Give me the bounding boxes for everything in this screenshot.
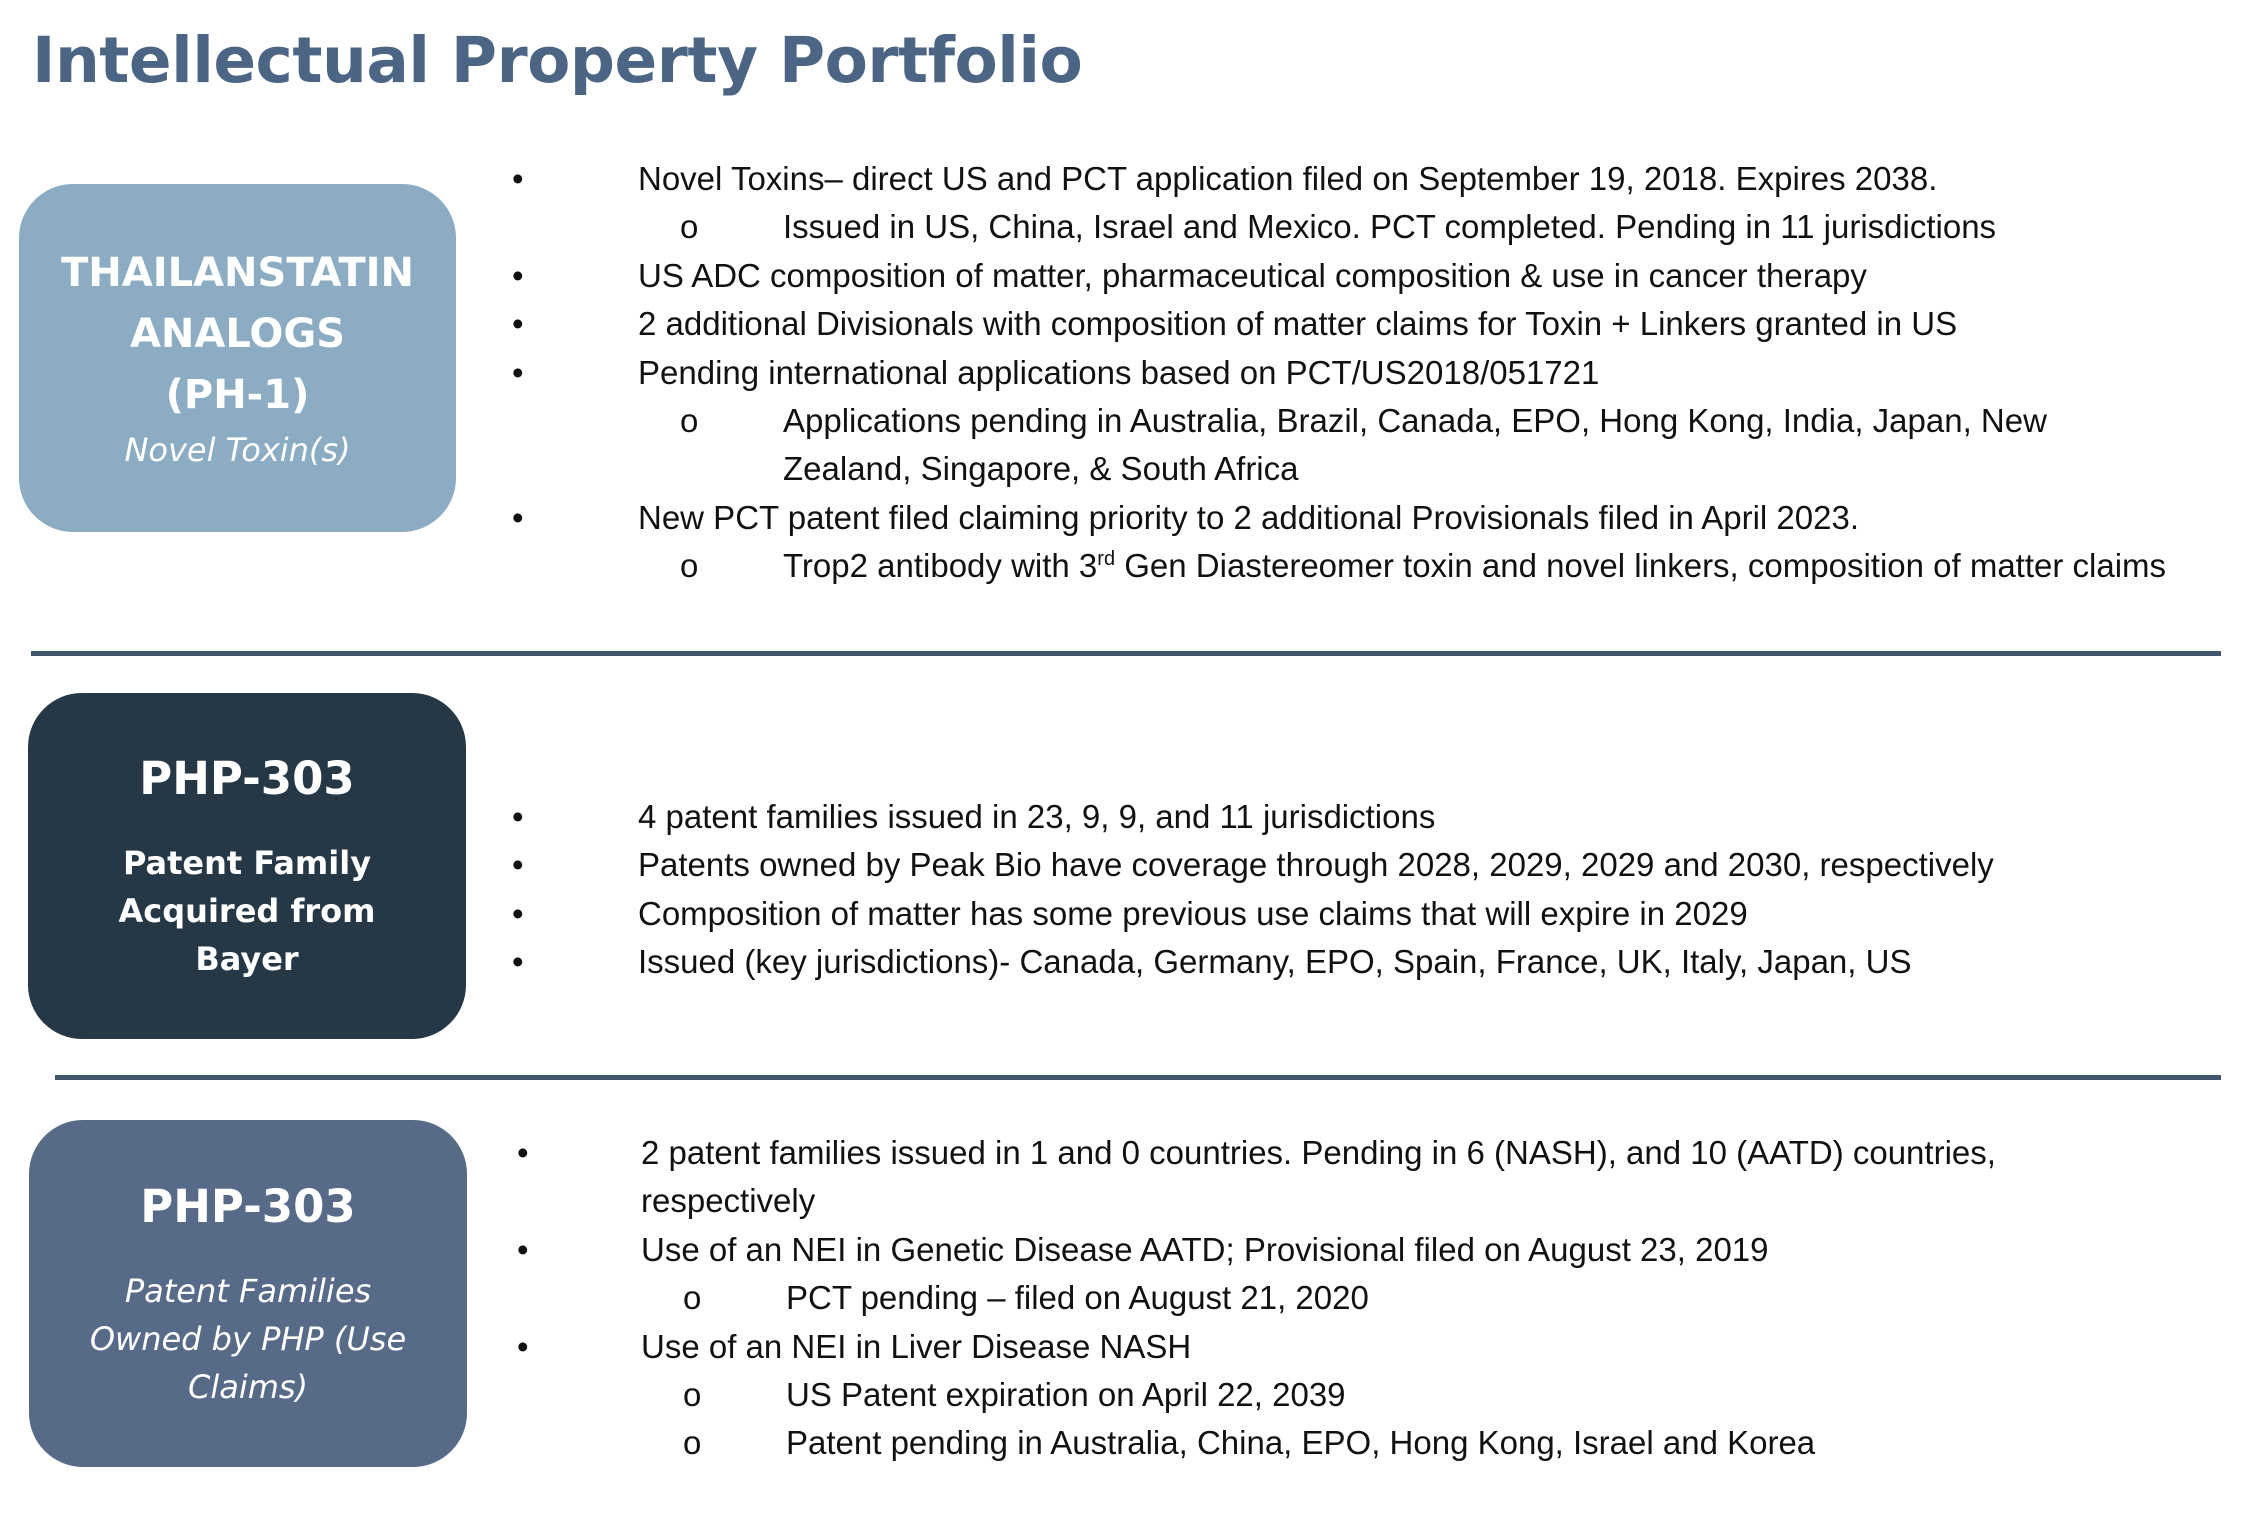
circle-bullet-icon: o: [680, 208, 699, 246]
bullet-icon: •: [512, 160, 524, 197]
thailanstatin-bullet-list: [0, 155, 2244, 591]
list-item-text: Issued in US, China, Israel and Mexico. PCT completed. Pending in 11 jurisdictions: [783, 208, 1997, 246]
list-item: [0, 155, 2244, 203]
box-title: PHP-303: [139, 752, 355, 805]
list-item-text: New PCT patent filed claiming priority to 2 additional Provisionals filed in April 2023.: [638, 498, 1860, 536]
list-item-text: 2 patent families issued in 1 and 0 countries. Pending in 6 (NASH), and 10 (AATD) countries, respectively: [641, 1134, 1996, 1220]
circle-bullet-icon: o: [680, 547, 699, 585]
box-title-line: THAILANSTATIN: [60, 249, 414, 296]
list-item-text: Patents owned by Peak Bio have coverage through 2028, 2029, 2029 and 2030, respectively: [638, 846, 1994, 884]
list-item: [0, 494, 2244, 542]
trop2-text-before: Trop2 antibody with 3: [783, 547, 1098, 585]
list-item: [0, 890, 2244, 938]
list-item-text: Composition of matter has some previous use claims that will expire in 2029: [638, 894, 1748, 932]
list-item-text: 4 patent families issued in 23, 9, 9, and 11 jurisdictions: [638, 798, 1436, 835]
bullet-icon: •: [512, 498, 524, 536]
list-item: [0, 252, 2244, 300]
list-item-text: Pending international applications based on PCT/US2018/051721: [638, 353, 1600, 391]
list-item-text: Novel Toxins– direct US and PCT application filed on September 19, 2018. Expires 2038.: [638, 160, 1938, 197]
sub-list-item: [0, 397, 2173, 494]
circle-bullet-icon: o: [680, 402, 699, 440]
list-item-text: [783, 547, 2166, 584]
box-subtitle-line: Patent Families: [124, 1271, 372, 1310]
sub-list-item: [0, 1274, 2244, 1322]
box-subtitle-line: Patent Family: [122, 844, 372, 882]
list-item: [0, 938, 2244, 986]
section-divider: [55, 1075, 2221, 1080]
page-title: Intellectual Property Portfolio: [32, 24, 1083, 97]
box-subtitle-line: Claims): [187, 1367, 309, 1406]
bullet-icon: •: [512, 798, 524, 835]
box-title: PHP-303: [140, 1179, 356, 1233]
bullet-icon: •: [512, 256, 524, 294]
superscript-ordinal: rd: [1097, 548, 1116, 571]
bullet-icon: •: [512, 846, 524, 884]
list-item: [0, 1323, 2244, 1371]
box-title-line: ANALOGS: [129, 310, 346, 357]
box-subtitle: Novel Toxin(s): [124, 430, 351, 469]
bullet-icon: •: [512, 353, 524, 391]
box-subtitle-line: Bayer: [195, 940, 299, 978]
list-item-text: 2 additional Divisionals with composition of matter claims for Toxin + Linkers granted in US: [638, 305, 1958, 343]
sub-list-item: [0, 1371, 2244, 1419]
sub-list-item: [0, 542, 2173, 590]
list-item: [0, 1129, 2111, 1226]
trop2-text-after: Gen Diastereomer toxin and novel linkers, composition of matter claims: [1115, 547, 2167, 585]
bullet-icon: •: [517, 1134, 529, 1171]
list-item: [0, 300, 2244, 348]
list-item-text: Applications pending in Australia, Brazil, Canada, EPO, Hong Kong, India, Japan, New Zealand, Singapore, & South Africa: [783, 402, 2047, 488]
box-subtitle-line: Acquired from: [118, 892, 376, 930]
list-item-text: PCT pending – filed on August 21, 2020: [786, 1279, 1369, 1317]
box-title-line: (PH-1): [165, 371, 310, 418]
bullet-icon: •: [517, 1327, 529, 1365]
bullet-icon: •: [512, 305, 524, 343]
sub-list-item: [0, 203, 2244, 251]
bullet-icon: •: [512, 943, 524, 981]
list-item-text: Use of an NEI in Genetic Disease AATD; Provisional filed on August 23, 2019: [641, 1230, 1769, 1268]
sub-list-item: [0, 1419, 2244, 1467]
circle-bullet-icon: o: [683, 1376, 702, 1414]
list-item: [0, 841, 2244, 889]
php-303-bayer-bullet-list: [0, 793, 2244, 987]
circle-bullet-icon: o: [683, 1424, 702, 1462]
list-item-text: Issued (key jurisdictions)- Canada, Germany, EPO, Spain, France, UK, Italy, Japan, US: [638, 943, 1912, 981]
list-item-text: US ADC composition of matter, pharmaceutical composition & use in cancer therapy: [638, 256, 1867, 294]
list-item: [0, 793, 2244, 841]
list-item: [0, 1226, 2244, 1274]
list-item: [0, 349, 2244, 397]
list-item-text: Use of an NEI in Liver Disease NASH: [641, 1327, 1192, 1365]
bullet-icon: •: [512, 894, 524, 932]
list-item-text: Patent pending in Australia, China, EPO, Hong Kong, Israel and Korea: [786, 1424, 1816, 1462]
bullet-icon: •: [517, 1230, 529, 1268]
box-subtitle-line: Owned by PHP (Use: [89, 1319, 407, 1358]
section-divider: [31, 651, 2221, 656]
list-item-text: US Patent expiration on April 22, 2039: [786, 1376, 1346, 1414]
circle-bullet-icon: o: [683, 1279, 702, 1317]
php-303-use-claims-bullet-list: [0, 1129, 2244, 1468]
